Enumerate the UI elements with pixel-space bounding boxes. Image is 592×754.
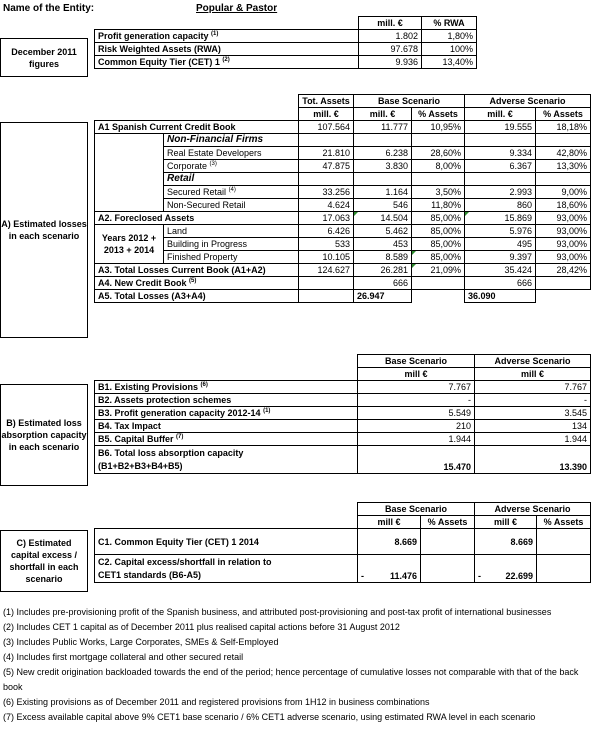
losses-hdr-tot: Tot. Assets [299, 95, 354, 108]
losses-side-label: A) Estimated losses in each scenario [0, 122, 88, 338]
losses-row-a1: A1 Spanish Current Credit Book 107.564 11.777 10,95% 19.555 18,18% [95, 121, 591, 134]
absorption-side-label: B) Estimated loss absorption capacity in each scenario [0, 384, 88, 486]
absorption-row-total: B6. Total loss absorption capacity (B1+B2+B3+B4+B5) 15.470 13.390 [95, 446, 591, 474]
losses-row: Real Estate Developers 21.810 6.238 28,60% 9.334 42,80% [95, 147, 591, 160]
losses-row-a4: A4. New Credit Book $^{(5)}$ 666 666 [95, 277, 591, 290]
footnote: (3) Includes Public Works, Large Corporates, SMEs & Self-Employed [3, 637, 279, 647]
losses-row: Non-Secured Retail 4.624 546 11,80% 860 18,60% [95, 199, 591, 212]
capital-row-c1: C1. Common Equity Tier (CET) 1 2014 8.669 8.669 [95, 529, 591, 555]
footnote: (2) Includes CET 1 capital as of December 2011 plus realised capital actions before 31 August 2012 [3, 622, 400, 632]
footnotes [3, 605, 589, 725]
summary-row: Common Equity Tier (CET) 1 $^{(2)}$ 9.936 13,40% [95, 56, 477, 69]
footnote: (6) Existing provisions as of December 2011 and registered provisions from 1H12 in business combinations [3, 697, 430, 707]
capital-row-c2: C2. Capital excess/shortfall in relation to CET1 standards (B6-A5) - 11.476 - 22.699 [95, 555, 591, 583]
absorption-row: B3. Profit generation capacity 2012-14 $^{(1)}$ 5.549 3.545 [95, 407, 591, 420]
footnote: (7) Excess available capital above 9% CET1 base scenario / 6% CET1 adverse scenario, using estimated RWA level in each scenario [3, 712, 536, 722]
capital-side-label: C) Estimated capital excess / shortfall in each scenario [0, 530, 88, 592]
footnote: (5) New credit origination backloaded towards the end of the period; hence percentage of cumulative losses not comparable with that of the back book [3, 667, 579, 692]
capital-table: Base Scenario Adverse Scenario mill € % Assets mill € % Assets C1. Common Equity Tier (CET) 1 2014 8.669 8.669 C2. Capital excess/shortfall in relation to CET1 standards (B6-A5) - 11.476 - 22.699 [94, 502, 591, 583]
losses-row: Years 2012 + 2013 + 2014 Land 6.426 5.462 85,00% 5.976 93,00% [95, 225, 591, 238]
summary-col-rwa: % RWA [422, 17, 477, 30]
absorption-row: B1. Existing Provisions $^{(6)}$ 7.767 7.767 [95, 381, 591, 394]
entity-name: Popular & Pastor [196, 3, 278, 14]
losses-table: Tot. Assets Base Scenario Adverse Scenario mill. € mill. € % Assets mill. € % Assets A1 Spanish Current Credit Book 107.564 11.777 10,95% 19.555 18,18% Non-Financial Firms Real Estate Developers 21.810 6.238 28,60% 9.334 42,80% Corporate $^{(3)}$ 47.875 3.830 8,00% 6.367 13,30% Retail Secured Retail $^{(4)}$ 33.256 1.164 3,50% 2.993 9,00% Non-Secured Retail 4.624 546 11,80% 860 18,60% A2. Foreclosed Assets 17.063 14.504 85,00% 15.869 93,00% Years 2012 + 2013 + 2014 Land 6.426 5.462 85,00% 5.976 93,00% Building in Progress 533 453 85,00% 495 93,00% Finished Property 10.105 8.589 85,00% 9.397 93,00% A3. Total Losses Current Book (A1+A2) 124.627 26.281 21,09% 35.424 28,42% A4. New Credit Book $^{(5)}$ 666 666 A5. Total Losses (A3+A4) 26.947 36.090 [94, 94, 591, 303]
summary-row: Profit generation capacity $^{(1)}$ 1.802 1,80% [95, 30, 477, 43]
summary-side-label: December 2011 figures [0, 38, 88, 77]
losses-row: Secured Retail $^{(4)}$ 33.256 1.164 3,50% 2.993 9,00% [95, 186, 591, 199]
capital-hdr-adv: Adverse Scenario [475, 503, 591, 516]
summary-row: Risk Weighted Assets (RWA) 97.678 100% [95, 43, 477, 56]
losses-row: Building in Progress 533 453 85,00% 495 93,00% [95, 238, 591, 251]
losses-row: Corporate $^{(3)}$ 47.875 3.830 8,00% 6.367 13,30% [95, 160, 591, 173]
absorption-row: B4. Tax Impact 210 134 [95, 420, 591, 433]
summary-table [94, 16, 477, 69]
losses-hdr-adv: Adverse Scenario [465, 95, 591, 108]
losses-row-a3: A3. Total Losses Current Book (A1+A2) 124.627 26.281 21,09% 35.424 28,42% [95, 264, 591, 277]
nff-label: Non-Financial Firms [164, 134, 299, 147]
absorption-hdr-base: Base Scenario [358, 355, 475, 368]
capital-hdr-base: Base Scenario [358, 503, 475, 516]
absorption-row: B5. Capital Buffer $^{(7)}$ 1.944 1.944 [95, 433, 591, 446]
entity-label: Name of the Entity: [3, 3, 95, 14]
summary-col-mill: mill. € [359, 17, 422, 30]
years-label: Years 2012 + 2013 + 2014 [95, 225, 164, 264]
losses-row-a5: A5. Total Losses (A3+A4) 26.947 36.090 [95, 290, 591, 303]
absorption-hdr-adv: Adverse Scenario [475, 355, 591, 368]
footnote: (4) Includes first mortgage collateral and other secured retail [3, 652, 244, 662]
retail-label: Retail [164, 173, 299, 186]
losses-row-a2: A2. Foreclosed Assets 17.063 14.504 85,00% 15.869 93,00% [95, 212, 591, 225]
absorption-table: Base Scenario Adverse Scenario mill € mill € B1. Existing Provisions $^{(6)}$ 7.767 7.767 B2. Assets protection schemes - - B3. Profit generation capacity 2012-14 $^{(1)}$ 5.549 3.545 B4. Tax Impact 210 134 B5. Capital Buffer $^{(7)}$ 1.944 1.944 B6. Total loss absorption capacity (B1+B2+B3+B4+B5) 15.470 13.390 [94, 354, 591, 474]
footnote: (1) Includes pre-provisioning profit of the Spanish business, and attributed post-provisioning and post-tax profit of international businesses [3, 607, 552, 617]
losses-hdr-base: Base Scenario [354, 95, 465, 108]
losses-row: Finished Property 10.105 8.589 85,00% 9.397 93,00% [95, 251, 591, 264]
absorption-row: B2. Assets protection schemes - - [95, 394, 591, 407]
